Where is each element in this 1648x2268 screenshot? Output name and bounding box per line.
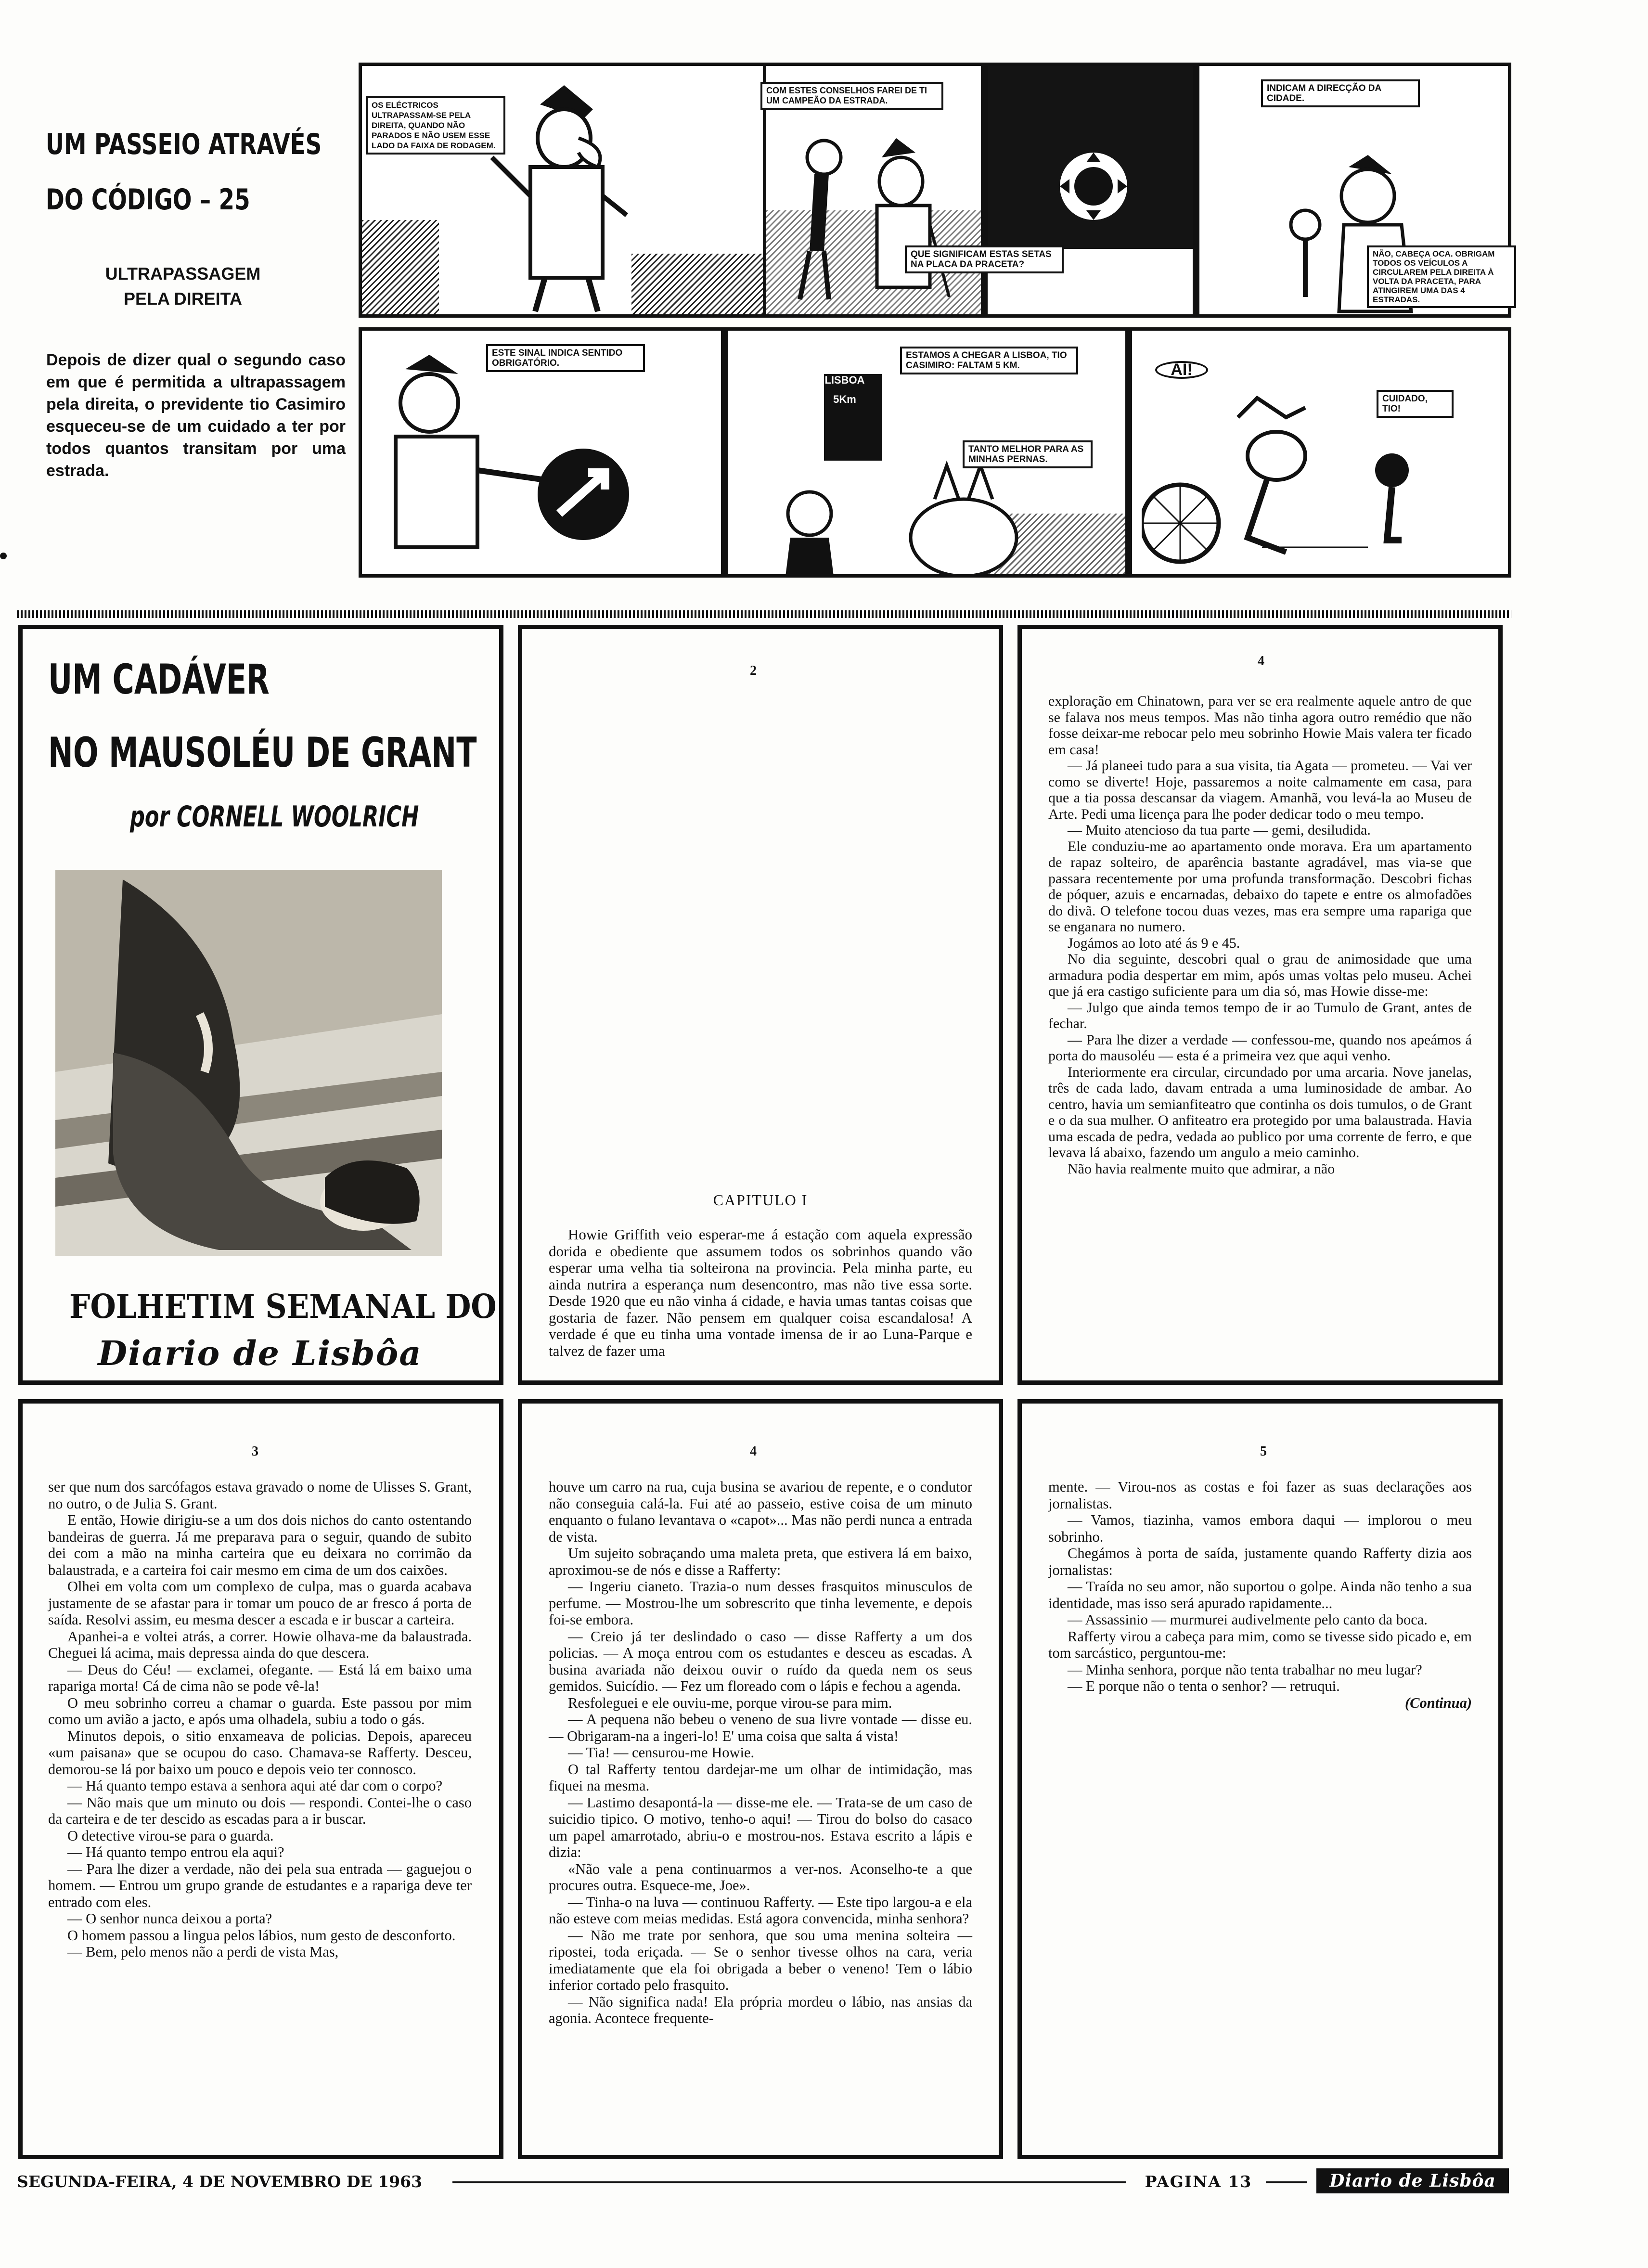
feuilleton-author: por CORNELL WOOLRICH xyxy=(130,800,419,834)
feuilleton-title-line1: UM CADÁVER xyxy=(48,656,270,704)
story-paragraph: — Lastimo desapontá-la — disse-me ele. — Trata-se de um caso de suicidio tipico. O motivo, tenho-o aqui! — Tirou do bolso do casaco um papel amarrotado, abriu-o e mostrou-nos. Estava escrito a lápis e dizia: xyxy=(549,1794,972,1860)
story-paragraph: Resfoleguei e ele ouviu-me, porque virou-se para mim. xyxy=(568,1694,892,1711)
story-page-2-text xyxy=(549,1226,972,1359)
footer-date: SEGUNDA-FEIRA, 4 DE NOVEMBRO DE 1963 xyxy=(17,2172,450,2191)
comic-title-line1: UM PASSEIO ATRAVÉS xyxy=(46,128,322,161)
bubble-champion: COM ESTES CONSELHOS FAREI DE TI UM CAMPEÃO DA ESTRADA. xyxy=(760,82,943,110)
margin-mark xyxy=(0,553,7,559)
uncle-and-nephew-walking-illustration xyxy=(785,129,968,311)
story-paragraph: «Não vale a pena continuarmos a ver-nos. Aconselho-te a que procures outra. Esquece-me, Joe». xyxy=(549,1860,972,1894)
story-paragraph: — A pequena não bebeu o veneno de sua livre vontade — disse eu. — Obrigaram-na a ingeri-lo! E' uma coisa que salta á vista! xyxy=(549,1711,972,1744)
story-page-3-number: 3 xyxy=(252,1444,258,1459)
story-illustration xyxy=(55,870,442,1256)
bubble-roundabout-explanation: NÃO, CABEÇA OCA. OBRIGAM TODOS OS VEÍCULOS A CIRCULAREM PELA DIREITA À VOLTA DA PRACETA, PARA ATINGIREM UMA DAS 4 ESTRADAS. xyxy=(1367,245,1516,308)
comic-subtitle-line1: ULTRAPASSAGEM xyxy=(105,264,261,284)
story-paragraph: mente. — Virou-nos as costas e foi fazer as suas declarações aos jornalistas. xyxy=(1048,1479,1472,1512)
section-divider xyxy=(17,610,1511,618)
comic-intro-text: Depois de dizer qual o segundo caso em que é permitida a ultrapassagem pela direita, o previdente tio Casimiro esqueceu-se de um cuidado a ter por todos quantos transitam por uma estrada. xyxy=(46,351,346,480)
bubble-ouch: AI! xyxy=(1155,361,1208,379)
story-page-4a-number: 4 xyxy=(1258,654,1264,669)
story-paragraph: O meu sobrinho correu a chamar o guarda. Este passou por mim como um avião a jacto, e após uma olhadela, subiu a todo o gás. xyxy=(48,1694,472,1727)
story-paragraph: — E porque não o tenta o senhor? — retruqui. xyxy=(1068,1678,1340,1694)
footer-masthead: Diario de Lisbôa xyxy=(1316,2168,1509,2193)
dead-woman-on-stairs-illustration xyxy=(55,870,442,1256)
footer-page-number: PAGINA 13 xyxy=(1136,2172,1261,2191)
story-paragraph: — Não me trate por senhora, que sou uma menina solteira — ripostei, toda eriçada. — Se o senhor tivesse olhos na cara, veria imediatamente que ela foi obrigada a beber o veneno! Tem o lábio inferior cortado pelo frasquito. xyxy=(549,1927,972,1993)
story-paragraph: Olhei em volta com um complexo de culpa, mas o guarda acabava justamente de se afastar para ir tomar um pouco de ar fresco á porta de saída. Resolvi assim, eu mesma descer a escada e ir buscar a carteira. xyxy=(48,1578,472,1628)
story-paragraph: O homem passou a lingua pelos lábios, num gesto de desconforto. xyxy=(67,1927,456,1944)
story-paragraph: exploração em Chinatown, para ver se era realmente aquele antro de que se falava nos meus tempos. Mas não tinha agora outro remédio que não fosse deixar-me rebocar pelo meu sobrinho Howie Mais valera ter ficado em casa! xyxy=(1048,693,1472,758)
story-paragraph: E então, Howie dirigiu-se a um dos dois nichos do canto ostentando bandeiras de guerra. Já me preparava para o seguir, quando de subito dei com a mão na minha carteira que eu deixara no corrimão da balaustrada, e a carteira foi cair mesmo em cima de um dos caixões. xyxy=(48,1512,472,1578)
story-paragraph: O detective virou-se para o guarda. xyxy=(67,1827,274,1844)
footer-rule-left xyxy=(452,2181,1126,2183)
story-paragraph: — Tia! — censurou-me Howie. xyxy=(568,1744,755,1761)
footer-rule-right xyxy=(1266,2181,1307,2183)
comic-panel-3 xyxy=(984,63,1196,318)
story-paragraph: — Não significa nada! Ela própria mordeu o lábio, nas ansias da agonia. Acontece frequente- xyxy=(549,1993,972,2026)
story-paragraph: — Há quanto tempo estava a senhora aqui até dar com o corpo? xyxy=(67,1778,443,1794)
story-paragraph: Jogámos ao loto até ás 9 e 45. xyxy=(1068,935,1240,951)
chapter-title: CAPITULO I xyxy=(713,1191,808,1209)
story-paragraph: Interiormente era circular, circundado por uma arcaria. Nove janelas, três de cada lado, davam entrada a uma luminosidade de ambar. Ao centro, havia um semianfiteatro que continha os dois tumulos, o de Grant e o da sua mulher. O anfiteatro era protegido por uma balaustrada. Havia uma escada de pedra, vedada ao publico por uma corrente de ferro, e que levava lá abaixo, fazendo um angulo a meio caminho. xyxy=(1048,1064,1472,1160)
feuilleton-footer-line1: FOLHETIM SEMANAL DO xyxy=(69,1288,497,1326)
story-page-4a-text xyxy=(1048,693,1472,1177)
story-paragraph: — Assassinio — murmurei audivelmente pelo canto da boca. xyxy=(1068,1611,1428,1628)
story-paragraph: Ele conduziu-me ao apartamento onde morava. Era um apartamento de rapaz solteiro, de aparência bastante agradável, mas via-se que passara recentemente por uma profunda transformação. Descobri fichas de póquer, azuis e encarnadas, debaixo do tapete e entre os almofadões do divã. O telefone tocou duas vezes, mas era sempre uma rapariga que se enganara no numero. xyxy=(1048,838,1472,935)
bubble-trams: OS ELÉCTRICOS ULTRAPASSAM-SE PELA DIREITA, QUANDO NÃO PARADOS E NÃO USEM ESSE LADO DA FAIXA DE RODAGEM. xyxy=(366,96,505,155)
story-paragraph: — Já planeei tudo para a sua visita, tia Agata — prometeu. — Vai ver como se diverte! Hoje, passaremos a noite calmamente em casa, para que a tia possa descansar da viagem. Amanhã, vou levá-la ao Museu de Arte. Pedi uma licença para lhe poder dedicar todo o meu tempo. xyxy=(1048,758,1472,822)
story-paragraph: — Minha senhora, porque não tenta trabalhar no meu lugar? xyxy=(1068,1661,1422,1678)
bubble-arrows-question: QUE SIGNIFICAM ESTAS SETAS NA PLACA DA PRACETA? xyxy=(905,245,1064,273)
story-paragraph: — Tinha-o na luva — continuou Rafferty. — Este tipo largou-a e ela não esteve com meias medidas. Está agora convencida, minha senhora? xyxy=(549,1894,972,1927)
to-be-continued: (Continua) xyxy=(1405,1694,1472,1711)
story-paragraph: O tal Rafferty tentou dardejar-me um olhar de intimidação, mas fiquei na mesma. xyxy=(549,1761,972,1794)
story-paragraph: houve um carro na rua, cuja busina se avariou de repente, e o condutor não conseguia calá-la. Fui até ao passeio, estive coisa de um minuto enquanto o fulano levantava o «capot»... Mas não perdi nunca a entrada de vista. xyxy=(549,1479,972,1545)
story-page-4b-number: 4 xyxy=(750,1444,757,1459)
lisbon-distance-sign: LISBOA 5Km xyxy=(824,374,865,405)
story-paragraph: — Para lhe dizer a verdade — confessou-me, quando nos apeámos á porta do mausoléu — esta é a primeira vez que aqui venho. xyxy=(1048,1031,1472,1064)
story-paragraph: Apanhei-a e voltei atrás, a correr. Howie olhava-me da balaustrada. Cheguei lá acima, mais depressa ainda do que descera. xyxy=(48,1628,472,1661)
roundabout-sign-illustration xyxy=(1045,138,1142,234)
bubble-careful-uncle: CUIDADO, TIO! xyxy=(1377,390,1454,418)
story-paragraph: — Para lhe dizer a verdade, não dei pela sua entrada — gaguejou o homem. — Entrou um grupo grande de estudantes e a rapariga deve ter entrado com eles. xyxy=(48,1860,472,1910)
story-page-5-text xyxy=(1048,1479,1472,1711)
comic-section xyxy=(0,0,1648,606)
bubble-mandatory-direction: ESTE SINAL INDICA SENTIDO OBRIGATÓRIO. xyxy=(486,344,645,372)
story-paragraph: — Deus do Céu! — exclamei, ofegante. — Está lá em baixo uma rapariga morta! Cá de cima não se pode vê-la! xyxy=(48,1661,472,1694)
story-page-5-number: 5 xyxy=(1260,1444,1267,1459)
story-paragraph: — Não mais que um minuto ou dois — respondi. Contei-lhe o caso da carteira e de ter descido as escadas para a ir buscar. xyxy=(48,1794,472,1827)
story-paragraph: — Muito atencioso da tua parte — gemi, desiludida. xyxy=(1068,822,1371,838)
story-paragraph: Um sujeito sobraçando uma maleta preta, que estivera lá em baixo, aproximou-se de nós e disse a Rafferty: xyxy=(549,1545,972,1578)
bubble-arriving-lisbon: ESTAMOS A CHEGAR A LISBOA, TIO CASIMIRO: FALTAM 5 KM. xyxy=(900,347,1078,374)
story-paragraph: Rafferty virou a cabeça para mim, como se tivesse sido picado e, em tom sarcástico, perguntou-me: xyxy=(1048,1628,1472,1661)
story-page-2-number: 2 xyxy=(750,663,757,678)
story-paragraph: — Vamos, tiazinha, vamos embora daqui — implorou o meu sobrinho. xyxy=(1048,1512,1472,1545)
story-paragraph: — Traída no seu amor, não suportou o golpe. Ainda não tenho a sua identidade, mas isso será apurado rapidamente... xyxy=(1048,1578,1472,1611)
story-paragraph: — Bem, pelo menos não a perdi de vista Mas, xyxy=(67,1944,339,1960)
feuilleton-title-line2: NO MAUSOLÉU DE GRANT xyxy=(48,729,477,777)
wall-hatching xyxy=(362,220,439,318)
comic-title-line2: DO CÓDIGO – 25 xyxy=(46,183,250,217)
story-paragraph: Howie Griffith veio esperar-me á estação com aquela expressão dorida e obediente que assumem todos os sobrinhos quando vão esperar uma velha tia solteirona na provincia. Pela minha parte, eu ainda nutrira a esperança num desencontro, mas não tive essa sorte. Desde 1920 que eu não vinha á cidade, e havia umas tantas coisas que gostaria de fazer. Não pensem em qualquer coisa escandalosa! A verdade é que eu tinha uma vontade imensa de ir ao Luna-Parque e talvez de fazer uma xyxy=(549,1226,972,1359)
story-paragraph: — Ingeriu cianeto. Trazia-o num desses frasquitos minusculos de perfume. — Mostrou-lhe um sobrescrito que tinha levemente, e depois foi-se embora. xyxy=(549,1578,972,1628)
story-paragraph: — O senhor nunca deixou a porta? xyxy=(67,1910,272,1927)
road-hatching xyxy=(631,254,768,318)
story-paragraph: No dia seguinte, descobri qual o grau de animosidade que uma armadura podia despertar em mim, após umas voltas pelo museu. Achei que já era castigo suficiente para um dia só, mas Howie disse-me: xyxy=(1048,951,1472,999)
feuilleton-footer-line2: Diario de Lisbôa xyxy=(98,1333,422,1373)
story-paragraph: — Julgo que ainda temos tempo de ir ao Tumulo de Grant, antes de fechar. xyxy=(1048,999,1472,1031)
story-paragraph: — Creio já ter deslindado o caso — disse Rafferty a um dos policias. — A moça entrou com os estudantes e desceu as escadas. A busina avariada não deixou ouvir o ruído da queda nem os seus gemidos. Suicídio. — Fez um floreado com o lápis e fechou a agenda. xyxy=(549,1628,972,1694)
story-paragraph: Minutos depois, o sitio enxameava de policias. Depois, apareceu «um paisana» que se ocupou do caso. Chamava-se Rafferty. Desceu, demorou-se lá por baixo um pouco e depois veio ter connosco. xyxy=(48,1727,472,1778)
story-page-3-text xyxy=(48,1479,472,1960)
story-paragraph: Chegámos à porta de saída, justamente quando Rafferty dizia aos jornalistas: xyxy=(1048,1545,1472,1578)
uncle-with-arrow-sign-illustration xyxy=(376,350,713,571)
story-paragraph: ser que num dos sarcófagos estava gravado o nome de Ulisses S. Grant, no outro, o de Julia S. Grant. xyxy=(48,1479,472,1512)
bubble-city-direction: INDICAM A DIRECÇÃO DA CIDADE. xyxy=(1261,79,1420,107)
comic-subtitle-line2: PELA DIREITA xyxy=(123,289,242,309)
story-paragraph: — Há quanto tempo entrou ela aqui? xyxy=(67,1844,284,1860)
bubble-my-legs: TANTO MELHOR PARA AS MINHAS PERNAS. xyxy=(963,440,1093,468)
story-paragraph: Não havia realmente muito que admirar, a não xyxy=(1068,1160,1335,1177)
story-page-4b-text xyxy=(549,1479,972,2027)
